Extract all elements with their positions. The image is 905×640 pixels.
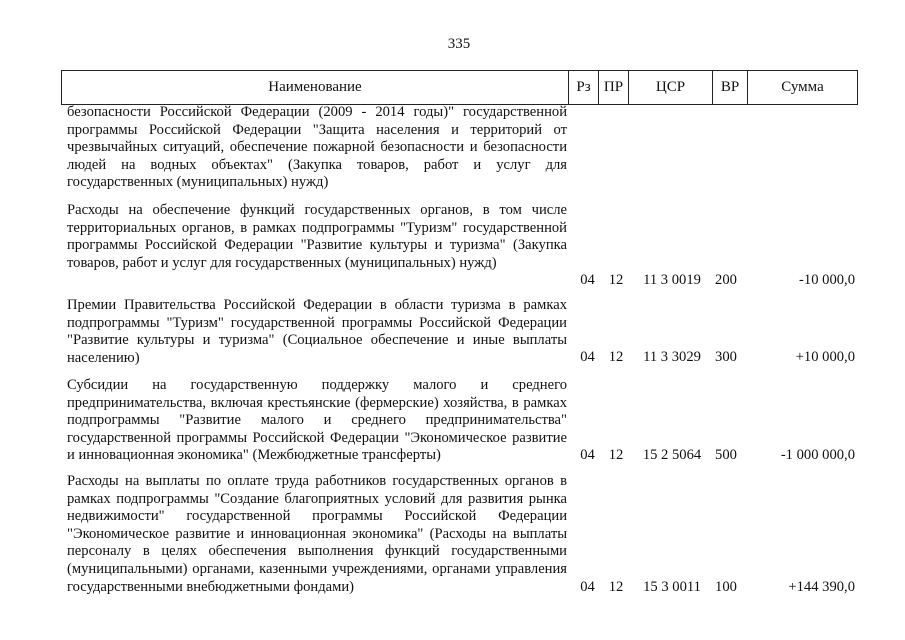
row-name: Субсидии на государственную поддержку малого и среднего предпринимательства, включая крестьянские (фермерские) хозяйства, в рамках подпрограммы "Развитие малого и среднего предпринимательства" государственной программы Российской Федерации "Экономическое развитие и инновационная экономика" (Межбюджетные трансферты)	[67, 377, 567, 464]
row-csr: 15 2 5064	[642, 447, 702, 464]
column-header-rz: Рз	[569, 71, 599, 105]
row-vr: 500	[715, 447, 737, 464]
row-vr: 300	[715, 349, 737, 366]
row-pr: 12	[608, 349, 624, 366]
column-header-name: Наименование	[62, 71, 569, 105]
row-rz: 04	[580, 349, 595, 366]
row-rz: 04	[580, 579, 595, 596]
table-row	[61, 202, 858, 290]
row-name: Расходы на обеспечение функций государственных органов, в том числе территориальных органов, в рамках подпрограммы "Туризм" государственной программы Российской Федерации "Развитие культуры и туризма" (Закупка товаров, работ и услуг для государственных (муниципальных) нужд)	[67, 202, 567, 271]
column-header-csr: ЦСР	[629, 71, 713, 105]
column-header-sum: Сумма	[748, 71, 858, 105]
row-rz: 04	[580, 447, 595, 464]
row-vr: 200	[715, 272, 737, 289]
row-name: безопасности Российской Федерации (2009 - 2014 годы)" государственной программы Российской Федерации "Защита населения и территорий от чрезвычайных ситуаций, обеспечение пожарной безопасности и безопасности людей на водных объектах" (Закупка товаров, работ и услуг для государственных (муниципальных) нужд)	[67, 104, 567, 191]
row-sum: +144 390,0	[788, 579, 855, 596]
row-csr: 15 3 0011	[643, 579, 701, 596]
table-header	[61, 70, 858, 105]
row-vr: 100	[715, 579, 737, 596]
row-pr: 12	[608, 447, 624, 464]
row-sum: -1 000 000,0	[780, 447, 855, 464]
row-sum: +10 000,0	[795, 349, 855, 366]
page-number: 335	[447, 36, 471, 52]
row-pr: 12	[608, 579, 624, 596]
column-header-vr: ВР	[713, 71, 748, 105]
row-csr: 11 3 0019	[643, 272, 701, 289]
row-csr: 11 3 3029	[643, 349, 701, 366]
row-name: Расходы на выплаты по оплате труда работников государственных органов в рамках подпрограммы "Создание благоприятных условий для развития рынка недвижимости" государственной программы Российской Федерации "Экономическое развитие и инновационная экономика" (Расходы на выплаты персоналу в целях обеспечения выполнения функций государственными (муниципальными) органами, казенными учреждениями, органами управления государственными внебюджетными фондами)	[67, 473, 567, 595]
column-header-pr: ПР	[599, 71, 629, 105]
table-body	[61, 104, 858, 597]
table-row	[61, 297, 858, 367]
row-pr: 12	[608, 272, 624, 289]
row-sum: -10 000,0	[799, 272, 855, 289]
table-row	[61, 473, 858, 597]
table-row	[61, 377, 858, 465]
row-rz: 04	[580, 272, 595, 289]
table-row	[61, 104, 858, 192]
row-name: Премии Правительства Российской Федерации в области туризма в рамках подпрограммы "Туризм" государственной программы Российской Федерации "Развитие культуры и туризма" (Социальное обеспечение и иные выплаты населению)	[67, 297, 567, 366]
